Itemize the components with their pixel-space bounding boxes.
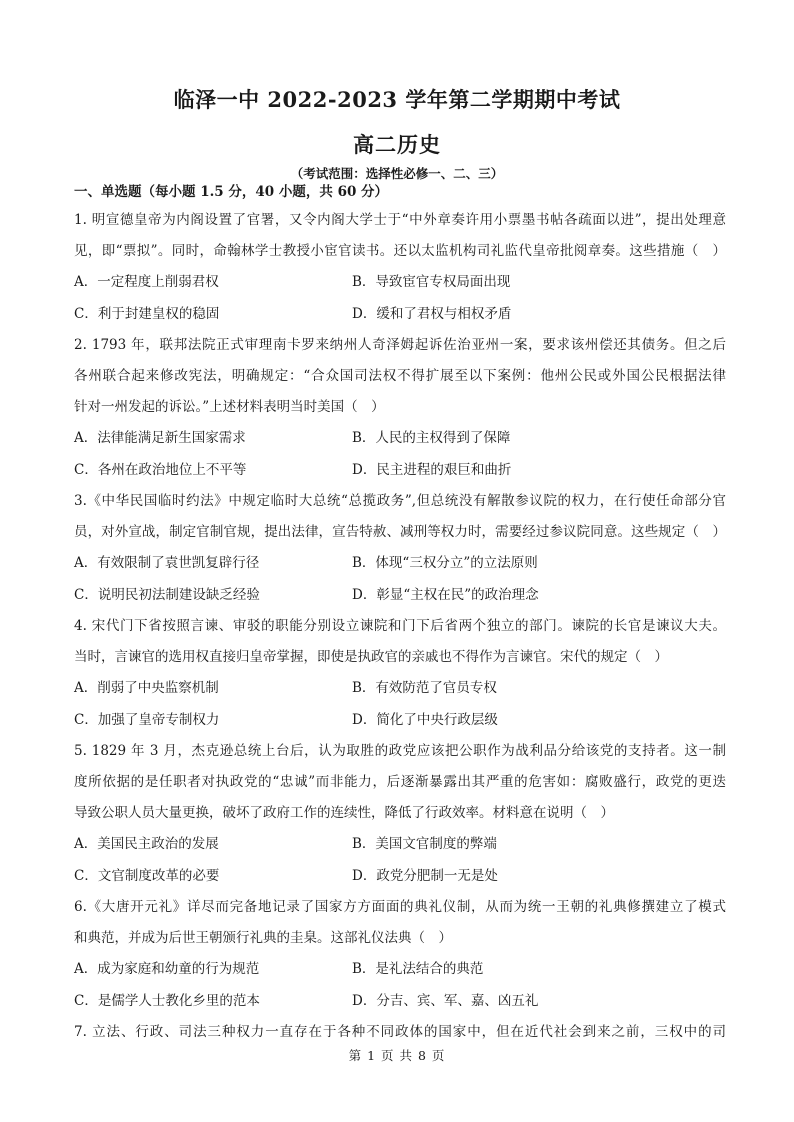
- exam-subject: 高二历史: [353, 132, 441, 157]
- question-3-option-c: C．说明民初法制建设缺乏经验: [74, 587, 260, 603]
- question-4-line-2: 当时，言谏官的选用权直接归皇帝掌握，即使是执政官的亲戚也不得作为言谏官。宋代的规定（ ）: [74, 649, 668, 665]
- question-2-option-c: C．各州在政治地位上不平等: [74, 462, 247, 478]
- page-number: 第 1 页 共 8 页: [348, 1048, 446, 1063]
- question-4-option-c: C．加强了皇帝专制权力: [74, 712, 220, 728]
- question-6-option-b: B．是礼法结合的典范: [352, 961, 484, 977]
- question-4-option-d: D．简化了中央行政层级: [352, 712, 498, 728]
- question-4-option-b: B．有效防范了官员专权: [352, 680, 497, 696]
- question-5-option-b: B．美国文官制度的弊端: [352, 836, 497, 852]
- question-6-option-d: D．分吉、宾、军、嘉、凶五礼: [352, 993, 539, 1009]
- question-4-line-1: 4. 宋代门下省按照言谏、审驳的职能分别设立谏院和门下后省两个独立的部门。谏院的长官是谏议大夫。: [74, 618, 726, 634]
- section-heading: 一、单选题（每小题 1.5 分，40 小题，共 60 分）: [74, 184, 389, 200]
- question-1-option-b: B．导致宦官专权局面出现: [352, 274, 511, 290]
- question-3-line-1: 3.《中华民国临时约法》中规定临时大总统“总揽政务”,但总统没有解散参议院的权力，在行使任命部分官: [74, 493, 726, 509]
- exam-scope: （考试范围：选择性必修一、二、三）: [290, 166, 504, 181]
- question-5-line-1: 5. 1829 年 3 月，杰克逊总统上台后，认为取胜的政党应该把公职作为战利品分给该党的支持者。这一制: [74, 743, 726, 759]
- question-1-line-1: 1. 明宣德皇帝为内阁设置了官署，又令内阁大学士于“中外章奏许用小票墨书帖各疏面以进”，提出处理意: [74, 212, 726, 228]
- question-4-option-a: A．削弱了中央监察机制: [74, 680, 219, 696]
- question-2-line-1: 2. 1793 年，联邦法院正式审理南卡罗来纳州人奇泽姆起诉佐治亚州一案，要求该州偿还其债务。但之后: [74, 337, 726, 353]
- question-1-option-d: D．缓和了君权与相权矛盾: [352, 306, 512, 322]
- question-6-line-1: 6.《大唐开元礼》详尽而完备地记录了国家方方面面的典礼仪制，从而为统一王朝的礼典修撰建立了模式: [74, 899, 726, 915]
- question-5-option-c: C．文官制度改革的必要: [74, 868, 220, 884]
- question-6-line-2: 和典范，并成为后世王朝颁行礼典的圭臬。这部礼仪法典（ ）: [74, 930, 452, 946]
- question-2-line-3: 针对一州发起的诉讼。”上述材料表明当时美国（ ）: [74, 399, 385, 415]
- question-2-option-b: B．人民的主权得到了保障: [352, 430, 511, 446]
- question-2-option-d: D．民主进程的艰巨和曲折: [352, 462, 512, 478]
- question-5-line-3: 导致公职人员大量更换，破坏了政府工作的连续性，降低了行政效率。材料意在说明（ ）: [74, 805, 614, 821]
- question-3-option-d: D．彰显“主权在民”的政治理念: [352, 587, 539, 603]
- question-2-line-2: 各州联合起来修改宪法，明确规定：“合众国司法权不得扩展至以下案例：他州公民或外国公民根据法律: [74, 368, 726, 384]
- question-2-option-a: A．法律能满足新生国家需求: [74, 430, 246, 446]
- exam-title: 临泽一中 2022-2023 学年第二学期期中考试: [173, 87, 621, 112]
- question-5-option-a: A．美国民主政治的发展: [74, 836, 219, 852]
- question-1-option-a: A．一定程度上削弱君权: [74, 274, 219, 290]
- question-1-option-c: C．利于封建皇权的稳固: [74, 306, 220, 322]
- question-6-option-a: A．成为家庭和幼童的行为规范: [74, 961, 260, 977]
- question-7-line-1: 7. 立法、行政、司法三种权力一直存在于各种不同政体的国家中，但在近代社会到来之前，三权中的司: [74, 1024, 726, 1040]
- question-3-option-a: A．有效限制了袁世凯复辟行径: [74, 555, 260, 571]
- question-1-line-2: 见，即“票拟”。同时，命翰林学士教授小宦官读书。还以太监机构司礼监代皇帝批阅章奏。这些措施（ ）: [74, 243, 726, 259]
- question-3-option-b: B．体现“三权分立”的立法原则: [352, 555, 538, 571]
- question-3-line-2: 员，对外宣战，制定官制官规，提出法律，宣告特赦、减刑等权力时，需要经过参议院同意。这些规定（ ）: [74, 524, 726, 540]
- question-5-option-d: D．政党分肥制一无是处: [352, 868, 498, 884]
- question-6-option-c: C．是儒学人士教化乡里的范本: [74, 993, 260, 1009]
- question-5-line-2: 度所依据的是任职者对执政党的“忠诚”而非能力，后逐渐暴露出其严重的危害如：腐败盛行，政党的更迭: [74, 774, 726, 790]
